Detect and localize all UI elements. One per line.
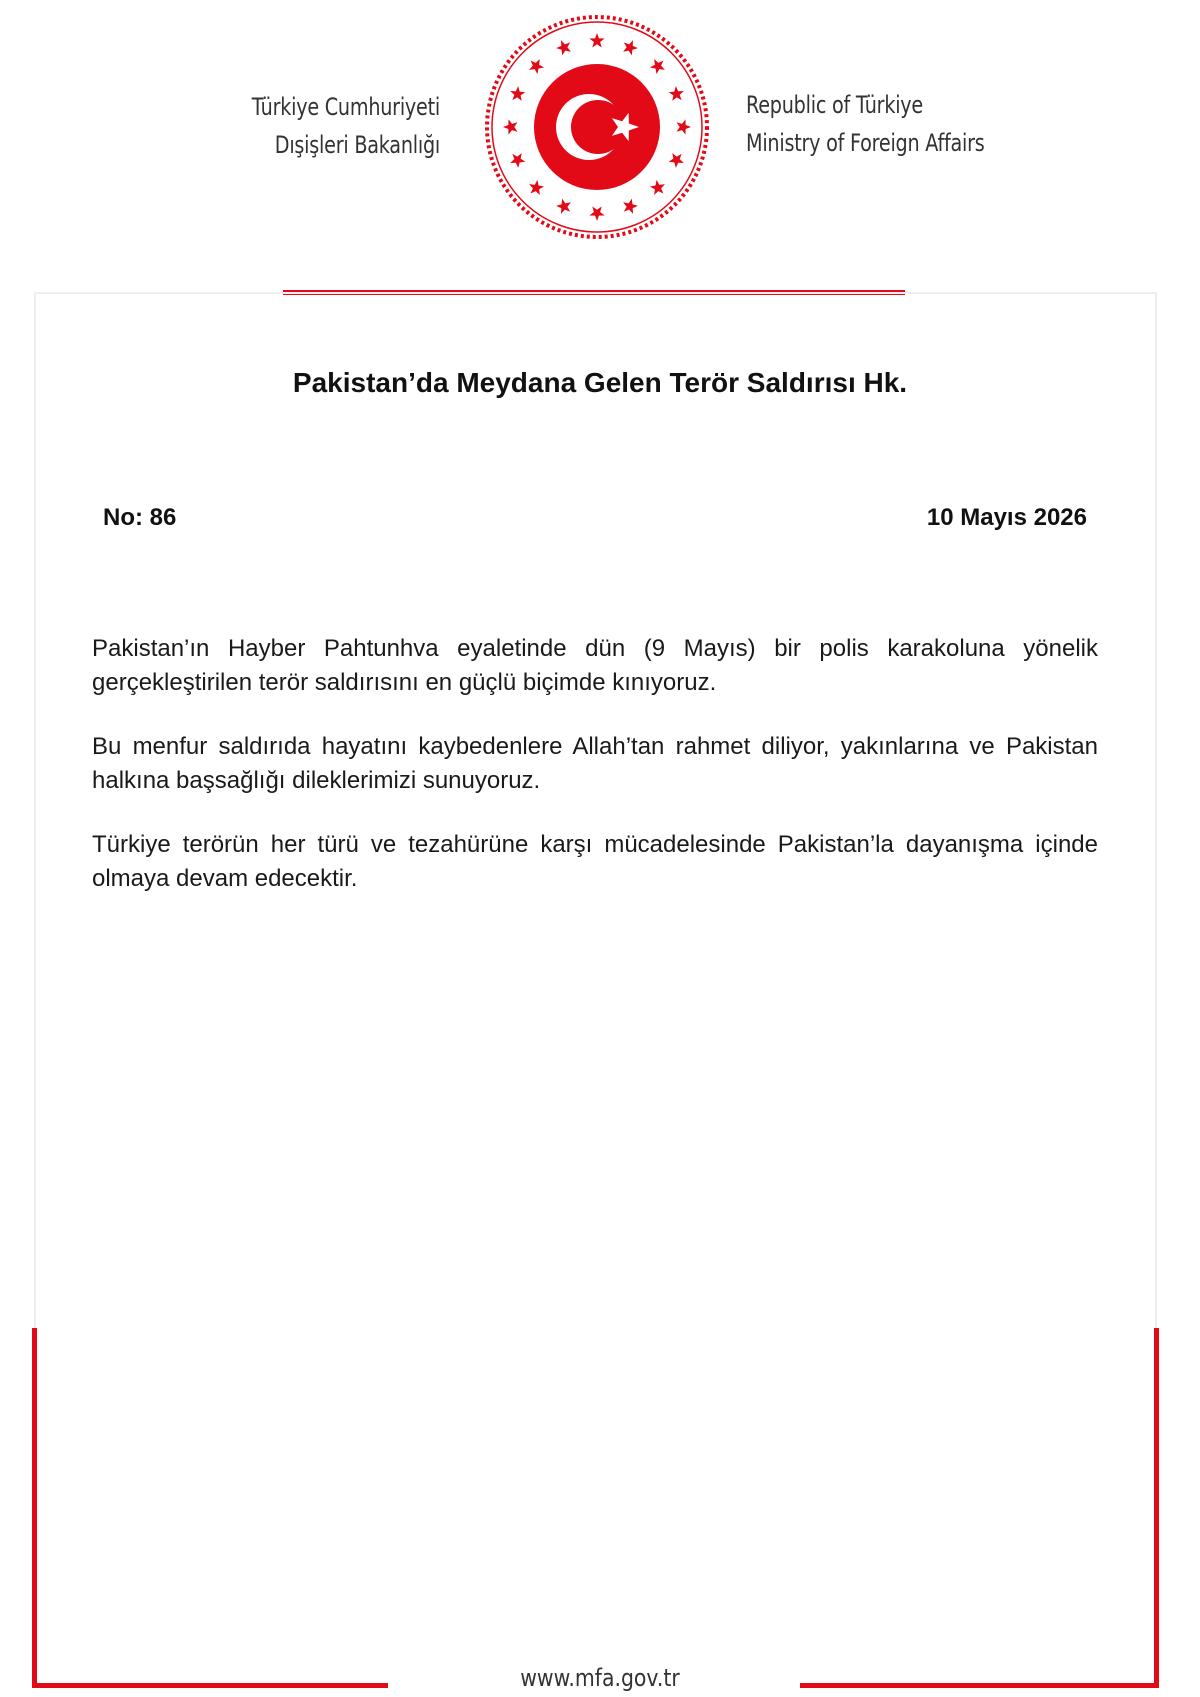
emblem-ring-star [510, 86, 525, 101]
ministry-name-english [746, 86, 1018, 162]
header-right-line2: Ministry of Foreign Affairs [746, 129, 985, 157]
emblem-crescent-inner [571, 100, 625, 154]
document-date: 10 Mayıs 2026 [926, 504, 1087, 531]
frame-top-border [34, 292, 1157, 294]
frame-right-border-upper [1155, 292, 1157, 1328]
footer-website: www.mfa.gov.tr [520, 1664, 680, 1692]
frame-left-border-red [32, 1328, 37, 1688]
emblem-ring-star [623, 40, 638, 55]
emblem-ring-star [556, 199, 571, 214]
emblem-ring-star [556, 40, 571, 55]
header-right-line1: Republic of Türkiye [746, 91, 923, 119]
header-left-line1: Türkiye Cumhuriyeti [251, 93, 440, 121]
emblem-ring-star [669, 86, 684, 101]
body-paragraph: Türkiye terörün her türü ve tezahürüne karşı mücadelesinde Pakistan’la dayanışma içinde olmaya devam edecektir. [92, 831, 1098, 892]
ministry-name-turkish [184, 88, 440, 164]
body-paragraph: Bu menfur saldırıda hayatını kaybedenlere Allah’tan rahmet diliyor, yakınlarına ve Pakistan halkına başsağlığı dileklerimizi sunuyoruz. [92, 733, 1098, 794]
document-title: Pakistan’da Meydana Gelen Terör Saldırısı Hk. [292, 367, 908, 398]
emblem-ring-star [623, 199, 638, 214]
emblem-ring-star [669, 153, 684, 168]
body-paragraph: Pakistan’ın Hayber Pahtunhva eyaletinde dün (9 Mayıs) bir polis karakoluna yönelik gerçekleştirilen terör saldırısını en güçlü biçimde kınıyoruz. [92, 635, 1098, 696]
emblem-ring-star [589, 207, 604, 221]
emblem-ring-star [650, 59, 665, 74]
crescent-star-emblem-icon [482, 12, 712, 242]
document-number: No: 86 [103, 504, 177, 531]
document-body [92, 632, 1098, 926]
emblem-ring-star [510, 153, 525, 168]
frame-left-border-upper [34, 292, 36, 1328]
emblem-ring-star [503, 119, 517, 134]
emblem-ring-star [650, 180, 665, 195]
emblem-ring-star [529, 59, 544, 74]
emblem-ring-star [589, 33, 604, 47]
emblem-ring-star [677, 119, 691, 134]
frame-right-border-red [1154, 1328, 1159, 1688]
emblem-ring-star [529, 180, 544, 195]
header-left-line2: Dışişleri Bakanlığı [274, 131, 440, 159]
